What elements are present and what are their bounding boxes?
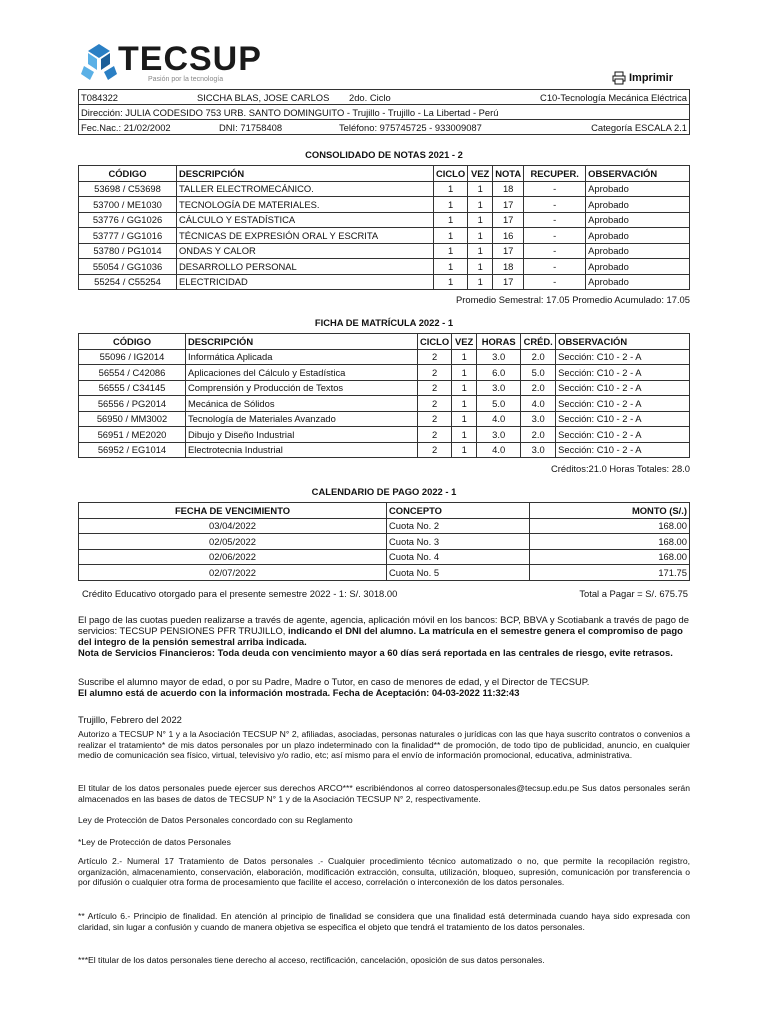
arco-definition: ***El titular de los datos personales tiene derecho al acceso, rectificación, cancelación, oposición de sus datos personales. — [78, 955, 545, 965]
table-cell: - — [524, 243, 586, 259]
table-cell: 56951 / ME2020 — [79, 427, 186, 443]
authorization-text: Autorizo a TECSUP N° 1 y a la Asociación TECSUP N° 2, afiliadas, asociadas, personas naturales o jurídicas con las que haya suscrito contratos o convenios a realizar el tratamiento* de mis datos personales por un plazo indeterminado con la finalidad** de promoción, de todo tipo de publicidad, anuncio, en cualquier medio de comunicación sea físico, virtual, televisivo y/o radio, etc; así mismo para el envío de información promocional, educativa, administrativa. — [78, 729, 690, 760]
table-cell: 1 — [452, 427, 477, 443]
grades-title: CONSOLIDADO DE NOTAS 2021 - 2 — [305, 149, 463, 160]
table-cell: 3.0 — [521, 442, 556, 458]
table-row — [79, 518, 690, 534]
table-row — [79, 565, 690, 581]
table-cell: 1 — [434, 274, 468, 290]
table-cell: Sección: C10 - 2 - A — [556, 365, 690, 381]
table-cell: Cuota No. 5 — [387, 565, 530, 581]
table-cell: 1 — [468, 243, 493, 259]
table-cell: Mecánica de Sólidos — [186, 396, 418, 412]
table-cell: 2 — [418, 380, 452, 396]
student-birth: Fec.Nac.: 21/02/2002 — [81, 121, 171, 133]
table-cell: 1 — [468, 228, 493, 244]
credit-note: Crédito Educativo otorgado para el presente semestre 2022 - 1: S/. 3018.00 — [82, 588, 398, 599]
table-cell: Aprobado — [586, 228, 690, 244]
table-cell: 168.00 — [530, 549, 690, 565]
table-cell: 3.0 — [477, 380, 521, 396]
column-header: MONTO (S/.) — [530, 503, 690, 519]
table-cell: 2 — [418, 442, 452, 458]
table-cell: 53777 / GG1016 — [79, 228, 177, 244]
table-cell: Aprobado — [586, 243, 690, 259]
grades-table — [78, 165, 690, 290]
table-cell: 55096 / IG2014 — [79, 349, 186, 365]
student-name: SICCHA BLAS, JOSE CARLOS — [195, 90, 347, 105]
table-cell: 56555 / C34145 — [79, 380, 186, 396]
table-cell: 2 — [418, 396, 452, 412]
table-cell: 2.0 — [521, 427, 556, 443]
table-row — [79, 365, 690, 381]
table-row — [79, 181, 690, 197]
table-cell: 1 — [452, 442, 477, 458]
grades-summary: Promedio Semestral: 17.05 Promedio Acumulado: 17.05 — [456, 294, 690, 305]
table-cell: 55054 / GG1036 — [79, 259, 177, 275]
table-cell: 56952 / EG1014 — [79, 442, 186, 458]
table-cell: - — [524, 197, 586, 213]
table-cell: TECNOLOGÍA DE MATERIALES. — [177, 197, 434, 213]
table-cell: Sección: C10 - 2 - A — [556, 380, 690, 396]
table-cell: 53776 / GG1026 — [79, 212, 177, 228]
student-career: C10-Tecnología Mecánica Eléctrica — [426, 90, 689, 105]
table-cell: 03/04/2022 — [79, 518, 387, 534]
enrollment-table — [78, 333, 690, 458]
table-cell: 17 — [493, 197, 524, 213]
table-cell: Sección: C10 - 2 - A — [556, 442, 690, 458]
table-cell: Comprensión y Producción de Textos — [186, 380, 418, 396]
table-cell: 1 — [468, 181, 493, 197]
table-cell: 4.0 — [477, 411, 521, 427]
table-cell: 5.0 — [477, 396, 521, 412]
table-cell: 1 — [434, 212, 468, 228]
table-cell: 4.0 — [521, 396, 556, 412]
table-cell: 53700 / ME1030 — [79, 197, 177, 213]
table-cell: Cuota No. 3 — [387, 534, 530, 550]
table-row — [79, 228, 690, 244]
table-cell: 3.0 — [477, 349, 521, 365]
table-cell: - — [524, 259, 586, 275]
column-header: HORAS — [477, 334, 521, 350]
law-title: Ley de Protección de Datos Personales concordado con su Reglamento — [78, 815, 353, 825]
student-info-table — [78, 89, 690, 135]
table-row — [79, 349, 690, 365]
payments-title: CALENDARIO DE PAGO 2022 - 1 — [311, 486, 457, 497]
table-cell: Sección: C10 - 2 - A — [556, 427, 690, 443]
table-cell: 5.0 — [521, 365, 556, 381]
table-cell: 2 — [418, 427, 452, 443]
table-row — [79, 197, 690, 213]
payment-info-text: El pago de las cuotas pueden realizarse a través de agente, agencia, aplicación móvil en los bancos: BCP, BBVA y Scotiabank a través de pago de servicios: TECSUP PENSIONES PFR TRUJILLO, — [78, 614, 689, 636]
arco-text: El titular de los datos personales puede ejercer sus derechos ARCO*** escribiéndonos al correo datospersonales@tecsup.edu.pe Sus datos personales serán almacenados en las bases de datos de TECSUP N° 1 y de la Asociación TECSUP N° 2, respectivamente. — [78, 783, 690, 804]
column-header: RECUPER. — [524, 166, 586, 182]
table-cell: 53780 / PG1014 — [79, 243, 177, 259]
table-cell: DESARROLLO PERSONAL — [177, 259, 434, 275]
table-cell: 1 — [434, 181, 468, 197]
column-header: FECHA DE VENCIMIENTO — [79, 503, 387, 519]
table-cell: Cuota No. 2 — [387, 518, 530, 534]
table-cell: 02/05/2022 — [79, 534, 387, 550]
table-cell: 1 — [434, 228, 468, 244]
print-button[interactable] — [612, 71, 673, 85]
acceptance-text: El alumno está de acuerdo con la información mostrada. Fecha de Aceptación: 04-03-2022 11:32:43 — [78, 687, 520, 698]
table-cell: 1 — [468, 259, 493, 275]
student-phone: Teléfono: 975745725 - 933009087 — [339, 121, 482, 133]
table-cell: Aprobado — [586, 274, 690, 290]
table-row — [79, 534, 690, 550]
table-row — [79, 411, 690, 427]
table-cell: 1 — [452, 365, 477, 381]
column-header: DESCRIPCIÓN — [186, 334, 418, 350]
column-header: CICLO — [418, 334, 452, 350]
table-cell: Sección: C10 - 2 - A — [556, 396, 690, 412]
table-cell: ELECTRICIDAD — [177, 274, 434, 290]
table-cell: 168.00 — [530, 518, 690, 534]
table-cell: - — [524, 181, 586, 197]
law-star: *Ley de Protección de datos Personales — [78, 837, 231, 847]
table-cell: 171.75 — [530, 565, 690, 581]
table-cell: 1 — [468, 274, 493, 290]
column-header: VEZ — [468, 166, 493, 182]
place-date: Trujillo, Febrero del 2022 — [78, 714, 182, 725]
table-cell: 1 — [452, 349, 477, 365]
student-category: Categoría ESCALA 2.1 — [591, 121, 687, 133]
table-cell: 168.00 — [530, 534, 690, 550]
table-cell: Aprobado — [586, 212, 690, 228]
table-cell: 56554 / C42086 — [79, 365, 186, 381]
table-cell: 1 — [434, 243, 468, 259]
table-row — [79, 243, 690, 259]
table-cell: 1 — [468, 197, 493, 213]
table-cell: 3.0 — [477, 427, 521, 443]
table-cell: 1 — [434, 197, 468, 213]
table-cell: TÉCNICAS DE EXPRESIÓN ORAL Y ESCRITA — [177, 228, 434, 244]
table-cell: Sección: C10 - 2 - A — [556, 349, 690, 365]
table-cell: 1 — [452, 411, 477, 427]
table-cell: Aprobado — [586, 197, 690, 213]
column-header: CICLO — [434, 166, 468, 182]
table-cell: 1 — [452, 396, 477, 412]
table-cell: - — [524, 212, 586, 228]
tecsup-logo-icon — [80, 42, 118, 82]
enrollment-summary: Créditos:21.0 Horas Totales: 28.0 — [551, 463, 690, 474]
table-cell: 02/06/2022 — [79, 549, 387, 565]
table-cell: - — [524, 274, 586, 290]
table-row — [79, 549, 690, 565]
table-cell: Electrotecnia Industrial — [186, 442, 418, 458]
table-cell: 17 — [493, 212, 524, 228]
table-cell: TALLER ELECTROMECÁNICO. — [177, 181, 434, 197]
table-cell: 2.0 — [521, 349, 556, 365]
column-header: DESCRIPCIÓN — [177, 166, 434, 182]
table-cell: CÁLCULO Y ESTADÍSTICA — [177, 212, 434, 228]
article2-text: Artículo 2.- Numeral 17 Tratamiento de Datos personales .- Cualquier procedimiento técnico automatizado o no, que permite la recopilación registro, organización, almacenamiento, conservación, elaboración, modificación extracción, consulta, utilización, bloqueo, supresión, comunicación por transferencia o por difusión o cualquier otra forma de procesamiento que facilite el acceso, correlación o interconexión de los datos personales. — [78, 856, 690, 887]
table-cell: Aplicaciones del Cálculo y Estadística — [186, 365, 418, 381]
table-cell: ONDAS Y CALOR — [177, 243, 434, 259]
table-cell: 2 — [418, 365, 452, 381]
table-row — [79, 442, 690, 458]
table-cell: 18 — [493, 181, 524, 197]
table-row — [79, 274, 690, 290]
table-cell: 56556 / PG2014 — [79, 396, 186, 412]
column-header: CÓDIGO — [79, 166, 177, 182]
payments-table — [78, 502, 690, 581]
column-header: VEZ — [452, 334, 477, 350]
column-header: CÓDIGO — [79, 334, 186, 350]
table-row — [79, 396, 690, 412]
table-cell: Cuota No. 4 — [387, 549, 530, 565]
logo-wordmark: TECSUP — [118, 40, 262, 78]
table-cell: 17 — [493, 243, 524, 259]
student-code: T084322 — [79, 90, 196, 105]
table-row — [79, 259, 690, 275]
table-row — [79, 380, 690, 396]
table-cell: 53698 / C53698 — [79, 181, 177, 197]
column-header: OBSERVACIÓN — [556, 334, 690, 350]
table-cell: 1 — [468, 212, 493, 228]
financial-note: Nota de Servicios Financieros: Toda deuda con vencimiento mayor a 60 días será reportada en las centrales de riesgo, evite retrasos. — [78, 647, 673, 658]
column-header: OBSERVACIÓN — [586, 166, 690, 182]
table-cell: 1 — [452, 380, 477, 396]
column-header: NOTA — [493, 166, 524, 182]
table-row — [79, 427, 690, 443]
table-cell: 55254 / C55254 — [79, 274, 177, 290]
table-cell: 02/07/2022 — [79, 565, 387, 581]
table-cell: Dibujo y Diseño Industrial — [186, 427, 418, 443]
printer-icon — [612, 71, 626, 85]
table-cell: Sección: C10 - 2 - A — [556, 411, 690, 427]
payment-info — [78, 614, 690, 658]
logo-tagline: Pasión por la tecnología — [148, 76, 224, 83]
table-cell: 6.0 — [477, 365, 521, 381]
article6-text: ** Artículo 6.- Principio de finalidad. En atención al principio de finalidad se considera que una finalidad está determinada cuando haya sido expresada con claridad, sin lugar a confusión y cuando de manera objetiva se especifica el objeto que tendrá el tratamiento de los datos personales. — [78, 911, 690, 932]
table-cell: 2 — [418, 411, 452, 427]
table-cell: 56950 / MM3002 — [79, 411, 186, 427]
column-header: CONCEPTO — [387, 503, 530, 519]
table-cell: 3.0 — [521, 411, 556, 427]
table-cell: 18 — [493, 259, 524, 275]
payment-info-bold: indicando el DNI del alumno. La matrícula en el semestre genera el compromiso de pago del integro de la pensión semestral arriba indicada. — [78, 625, 683, 647]
tecsup-logo — [80, 40, 262, 86]
student-dni: DNI: 71758408 — [219, 121, 283, 133]
table-cell: 17 — [493, 274, 524, 290]
table-cell: Tecnología de Materiales Avanzado — [186, 411, 418, 427]
student-address: Dirección: JULIA CODESIDO 753 URB. SANTO DOMINGUITO - Trujillo - Trujillo - La Libertad - Perú — [79, 105, 690, 120]
table-cell: 2.0 — [521, 380, 556, 396]
payment-total: Total a Pagar = S/. 675.75 — [579, 588, 688, 599]
signature-note: Suscribe el alumno mayor de edad, o por su Padre, Madre o Tutor, en caso de menores de edad, y el Director de TECSUP. — [78, 676, 590, 687]
table-cell: Aprobado — [586, 181, 690, 197]
table-cell: Aprobado — [586, 259, 690, 275]
table-cell: 4.0 — [477, 442, 521, 458]
table-cell: - — [524, 228, 586, 244]
acceptance-block — [78, 676, 690, 698]
table-cell: 16 — [493, 228, 524, 244]
table-cell: Informática Aplicada — [186, 349, 418, 365]
student-cycle: 2do. Ciclo — [347, 90, 426, 105]
table-cell: 1 — [434, 259, 468, 275]
table-cell: 2 — [418, 349, 452, 365]
column-header: CRÉD. — [521, 334, 556, 350]
table-row — [79, 212, 690, 228]
enrollment-title: FICHA DE MATRÍCULA 2022 - 1 — [314, 317, 454, 328]
print-label: Imprimir — [629, 72, 674, 84]
